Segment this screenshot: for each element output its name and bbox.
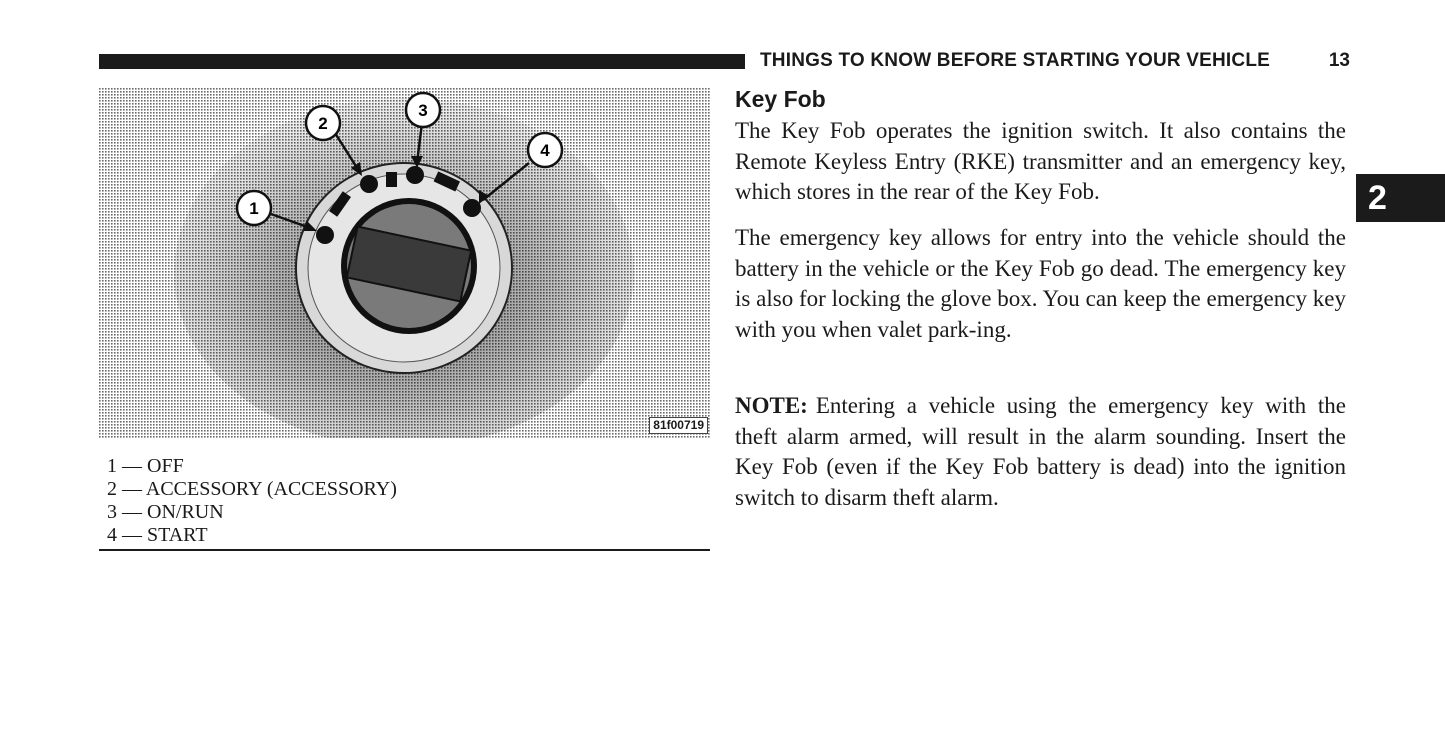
- legend-item: 3 — ON/RUN: [107, 501, 224, 523]
- note-text: Entering a vehicle using the emergency key with the theft alarm armed, will result in the alarm sounding. Insert the Key Fob (even if the Key Fob battery is dead) into the ignition switch to disarm theft alarm.: [735, 393, 1346, 510]
- section-title: Key Fob: [735, 86, 826, 112]
- legend-item: 2 — ACCESSORY (ACCESSORY): [107, 478, 397, 500]
- chapter-tab: 2: [1356, 174, 1445, 222]
- callout-2: 2: [318, 114, 328, 133]
- header-bar: [99, 54, 745, 69]
- callout-1: 1: [249, 199, 259, 218]
- callout-3: 3: [418, 101, 428, 120]
- note-label: NOTE:: [735, 393, 808, 418]
- running-title: THINGS TO KNOW BEFORE STARTING YOUR VEHICLE: [760, 50, 1271, 71]
- ignition-switch-figure: [99, 88, 710, 438]
- figure-legend: [107, 455, 710, 547]
- legend-item: 1 — OFF: [107, 455, 184, 477]
- paragraph-emergency-key: The emergency key allows for entry into the vehicle should the battery in the vehicle or the Key Fob go dead. The emergency key is also for locking the glove box. You can keep the emergency key with you when valet park-ing.: [735, 225, 1346, 342]
- figure-code: 81f00719: [649, 417, 708, 434]
- page-number: 13: [1328, 50, 1350, 71]
- ignition-switch-illustration: [99, 88, 710, 438]
- legend-divider: [99, 549, 710, 551]
- note-paragraph: [735, 391, 1346, 513]
- callout-4: 4: [540, 141, 550, 160]
- legend-item: 4 — START: [107, 524, 208, 546]
- paragraph-key-fob: The Key Fob operates the ignition switch. It also contains the Remote Keyless Entry (RKE) transmitter and an emergency key, which stores in the rear of the Key Fob.: [735, 118, 1346, 204]
